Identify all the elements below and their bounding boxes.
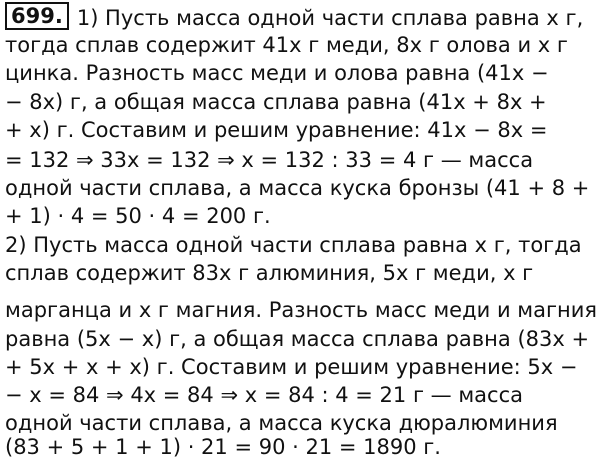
text-line-16: (83 + 5 + 1 + 1) · 21 = 90 · 21 = 1890 г. — [5, 435, 441, 459]
text-line-13: + 5x + x + x) г. Составим и решим уравнение: 5x − — [5, 355, 578, 379]
text-line-7: одной части сплава, а масса куска бронзы (41 + 8 + — [5, 176, 590, 200]
text-line-11: марганца и x г магния. Разность масс меди и магния — [5, 298, 598, 322]
text-line-2: тогда сплав содержит 41x г меди, 8x г олова и x г — [5, 33, 568, 57]
text-line-6: = 132 ⇒ 33x = 132 ⇒ x = 132 : 33 = 4 г — масса — [5, 148, 534, 172]
text-line-4: − 8x) г, а общая масса сплава равна (41x + 8x + — [5, 90, 547, 114]
text-line-14: − x = 84 ⇒ 4x = 84 ⇒ x = 84 : 4 = 21 г — масса — [5, 383, 523, 407]
problem-number-badge: 699. — [5, 2, 69, 30]
text-line-10: сплав содержит 83x г алюминия, 5x г меди, x г — [5, 261, 534, 285]
text-line-15: одной части сплава, а масса куска дюралюминия — [5, 411, 558, 435]
text-line-3: цинка. Разность масс меди и олова равна (41x − — [5, 61, 549, 85]
text-line-12: равна (5x − x) г, а общая масса сплава равна (83x + — [5, 327, 590, 351]
text-line-5: + x) г. Составим и решим уравнение: 41x − 8x = — [5, 118, 548, 142]
text-line-8: + 1) · 4 = 50 · 4 = 200 г. — [5, 204, 271, 228]
text-line-1-content: 1) Пусть масса одной части сплава равна x г, — [76, 6, 584, 30]
text-line-9: 2) Пусть масса одной части сплава равна x г, тогда — [5, 233, 582, 257]
text-line-1 — [5, 2, 583, 32]
